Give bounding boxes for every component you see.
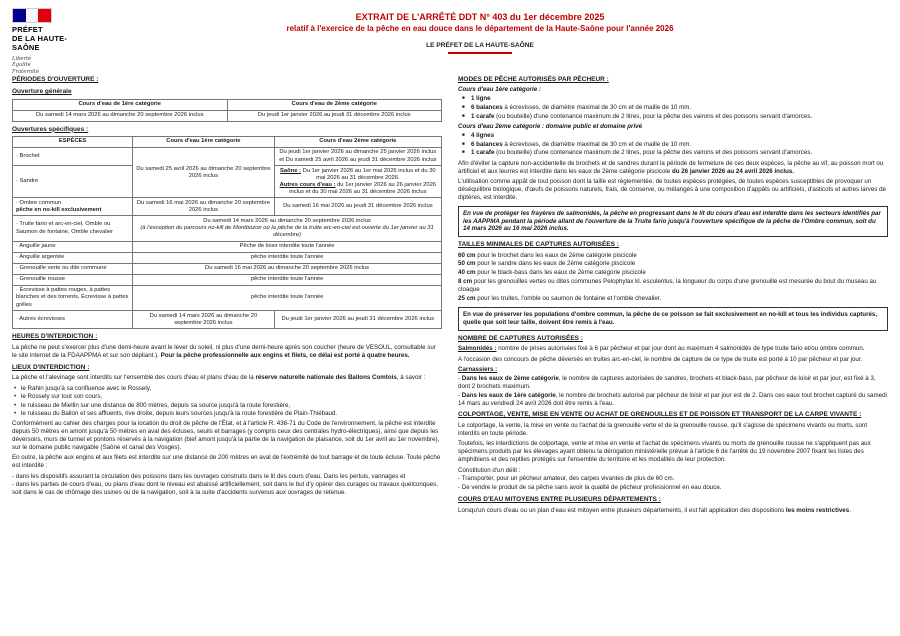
cell-both-dates: Du samedi 16 mai 2026 au dimanche 20 septembre 2026 inclus: [133, 263, 442, 274]
list-item: [462, 113, 888, 121]
lieux-intro-post: , à savoir :: [396, 374, 426, 382]
section-colportage: COLPORTAGE, VENTE, MISE EN VENTE OU ACHAT DE GRENOUILLES ET DE POISSON ET TRANSPORT DE LA CARPE VIVANTE :: [458, 411, 862, 419]
heures-bold-text: Pour la pêche professionnelle aux engins et filets, ce délai est porté à quatre heures.: [160, 351, 410, 359]
taille-text: pour les truites, l'omble ou saumon de fontaine et l'omble chevalier.: [475, 294, 662, 302]
table-row-autres-ecrevisses: [13, 311, 442, 329]
carnassiers-label: Carnassiers :: [458, 366, 498, 373]
mitoyens-paragraph: [458, 507, 888, 515]
cell-species: · Sandre: [13, 166, 133, 198]
modes-cat1-label: Cours d'eau 1ère catégorie :: [458, 86, 541, 94]
lieux-dash-item: - dans les parties de cours d'eau, ou plans d'eau dont le niveau est abaissé artificiellement, soit dans le but d'y opérer des curages ou travaux quelconques, soit dans le cas de chômage des usines ou de la navigation, soit à la suite d'accidents survenus aux ouvrages de retenue.: [12, 481, 438, 497]
colportage-paragraph-2: Toutefois, les interdictions de colportage, vente et mise en vente et l'achat de spécimens vivants ou morts de grenouille rousse ne s'appliquent pas aux spécimens produits par les élevages ayant obtenu la dérogation ministérielle prévue à l'article 6 de l'arrêté du 19 novembre 2007 fixant les listes des amphibiens et des reptiles protégés sur l'ensemble du territoire et les modalités de leur protection.: [458, 440, 871, 464]
lieux-intro-bold: réserve naturelle nationale des Ballons Comtois: [255, 374, 397, 382]
col-header-cat1: Cours d'eau 1ère catégorie: [133, 136, 275, 147]
section-tailles-minimales: TAILLES MINIMALES DE CAPTURES AUTORISÉES :: [458, 241, 619, 249]
section-lieux-interdiction: LIEUX D'INTERDICTION :: [12, 363, 90, 371]
list-item: • le ruisseau de Miellin sur une distance de 800 mètres, depuis sa source jusqu'à la route forestière,: [14, 402, 442, 410]
heures-paragraph: [12, 344, 442, 360]
mitoyens-post: .: [849, 506, 851, 514]
cell-species: [13, 198, 133, 216]
red-divider: [448, 52, 512, 54]
carnassiers-item: - Dans les eaux de 1ère catégorie, le nombre de brochets autorisé par pêcheur de loisir et par jour est de 2. Dans ces eaux tout brochet capturé du samedi 14 mars au vendredi 24 avril 2026 doit être remis à l'eau.: [458, 391, 887, 407]
table-row-grenouille-verte: [13, 263, 442, 274]
species-table: [12, 136, 442, 329]
right-column: [458, 76, 888, 517]
lieux-paragraph-conformement: Conformément au cahier des charges pour la location du droit de pêche de l'État, et à l'article R. 436-71 du Code de l'environnement, la pêche est interdite depuis 50 mètres en amont jusqu'à 50 mètres en aval des écluses, seuils et barrages (y compris ceux des centrales hydro-électriques), ainsi que depuis les déversoirs, murs de tunnel et pontons réservés à la navigation (bief amont jusqu'à la partie de la navigation de plaisance, soit du 1er avril au 1er novembre), sur le domaine public navigable (Saône et canal des Vosges).: [12, 420, 440, 451]
list-item: [462, 132, 888, 140]
prefet-subtitle: LE PRÉFET DE LA HAUTE-SAÔNE: [426, 42, 534, 49]
taille-size: 25 cm: [458, 294, 476, 302]
autres-dates: du 1er janvier 2026 au 26 janvier 2026 inclus et du 30 mai 2026 au 31 décembre 2026 inclus: [289, 181, 437, 195]
col-header-cat2: Cours d'eau de 2ème catégorie: [227, 99, 442, 110]
cell-cat1-dates: Du samedi 14 mars 2026 au dimanche 20 septembre 2026 inclus: [13, 110, 228, 121]
table-row-anguille-jaune: [13, 241, 442, 252]
paragraph-fermeture-carnassiers: [458, 160, 888, 176]
section-cours-eau-mitoyens: COURS D'EAU MITOYENS ENTRE PLUSIEURS DÉPARTEMENTS :: [458, 496, 661, 504]
motto-fraternite: Fraternité: [12, 68, 39, 75]
paragraph-appats-interdits: L'utilisation comme appât de tout poisson dont la taille est réglementée, de toutes espèces protégées, de toutes espèces susceptibles de provoquer un déséquilibre biologique, d'œufs de poissons naturels, frais, de conserve, ou mélangés à une composition d'appâts ou artificiels, d'asticots et autres larves de diptères, est interdite.: [458, 178, 886, 201]
lieux-bullet-list: [14, 385, 442, 418]
modes-cat2-label: Cours d'eau 2ème catégorie : domaine public et domaine privé: [458, 122, 643, 130]
flag-red-stripe: [38, 9, 51, 22]
taille-item: [458, 278, 888, 294]
mitoyens-text: Lorsqu'un cours d'eau ou un plan d'eau est mitoyen entre plusieurs départements, il est fait application des dispositions: [458, 506, 786, 514]
carnassiers-text: , le nombre de brochets autorisé par pêcheur de loisir et par jour est de 2. Dans ces eaux tout brochet capturé du samedi 14 mars au vendredi 24 avril 2026 doit être remis à l'eau.: [458, 391, 887, 407]
list-item: [462, 95, 888, 103]
cell-species: · Écrevisse à pattes rouges, à pattes blanches et des torrents, Écrevisse à pattes grêles: [13, 285, 133, 310]
cell-cat2-dates: [274, 166, 441, 198]
mode-bold: 1 ligne: [471, 95, 491, 103]
list-item: • le Rossely sur tout son cours,: [14, 393, 442, 401]
modes-cat1-list: [462, 95, 888, 121]
cell-species: · Anguille jaune: [13, 241, 133, 252]
frayeres-notice-box: En vue de protéger les frayères de salmonidés, la pêche en progressant dans le lit du cours d'eau est interdite dans les secteurs identifiés par les AAPPMA pendant la période allant de l'ouverture de la Truite fario jusqu'à l'ouverture spécifique de la pêche de l'Ombre commun, soit du 14 mars 2026 au 16 mai 2026 inclus.: [458, 206, 888, 238]
cell-cat2-dates: Du jeudi 1er janvier 2026 au dimanche 25 janvier 2026 inclus et Du samedi 25 avril 2026 au jeudi 31 décembre 2026 inclus: [274, 147, 441, 165]
table-header-row: [13, 99, 442, 110]
mode-text: (ou bouteille) d'une contenance maximum de 2 litres, pour la pêche des vairons et des poissons servant d'amorces.: [494, 112, 813, 120]
mode-bold: 1 carafe: [471, 149, 495, 157]
logo-line-3: SAÔNE: [12, 42, 40, 52]
subsection-ouverture-generale: Ouverture générale: [12, 88, 72, 96]
cell-species: · Autres écrevisses: [13, 311, 133, 329]
delit-item: - De vendre le produit de sa pêche sans avoir la qualité de pêcheur professionnel en eau douce.: [458, 484, 722, 492]
taille-text: pour le sandre dans les eaux de 2ème catégorie piscicole: [475, 260, 636, 268]
cell-cat1-dates: Du samedi 16 mai 2026 au dimanche 20 septembre 2026 inclus: [133, 198, 275, 216]
taille-text: pour le black-bass dans les eaux de 2ème catégorie piscicole: [475, 269, 646, 277]
section-heures-interdiction: HEURES D'INTERDICTION :: [12, 333, 98, 341]
cell-both-dates: pêche interdite toute l'année: [133, 252, 442, 263]
cell-cat2-dates: Du samedi 16 mai 2026 au jeudi 31 décembre 2026 inclus: [274, 198, 441, 216]
taille-item: [458, 295, 888, 303]
cell-cat2-dates: Du jeudi 1er janvier 2026 au jeudi 31 décembre 2026 inclus: [227, 110, 442, 121]
col-header-cat1: Cours d'eau de 1ère catégorie: [13, 99, 228, 110]
taille-item: [458, 260, 888, 268]
mode-bold: 4 lignes: [471, 131, 495, 139]
table-row-ombre: [13, 198, 442, 216]
left-column: [12, 76, 442, 517]
modes-cat2-list: [462, 132, 888, 158]
taille-size: 50 cm: [458, 260, 476, 268]
afin-bold-dates: du 26 janvier 2026 au 24 avril 2026 inclus.: [671, 167, 795, 175]
cell-species: · Truite fario et arc-en-ciel, Omble ou Saumon de fontaine, Omble chevalier: [13, 216, 133, 241]
taille-size: 8 cm: [458, 278, 473, 286]
logo-text: [12, 26, 132, 53]
cell-both-dates: pêche interdite toute l'année: [133, 285, 442, 310]
flag-blue-stripe: [13, 9, 26, 22]
taille-text: pour les grenouilles vertes ou dites communes Pelophylax kl. esculentus, la longueur du corps d'une grenouille est mesurée du bout du museau au cloaque: [458, 278, 877, 293]
cell-species: · Brochet: [13, 147, 133, 165]
table-header-row: [13, 136, 442, 147]
logo-line-2: DE LA HAUTE-: [12, 33, 68, 43]
ombre-nokill-notice-box: En vue de préserver les populations d'ombre commun, la pêche de ce poisson se fait exclusivement en no-kill et tous les individus capturés, quelle que soit leur taille, doivent être remis à l'eau.: [458, 307, 888, 331]
carnassiers-text: , le nombre de captures autorisées de sandres, brochets et black-bass, par pêcheur de loisir et par jour, est fixé à 3, dont 2 brochets maximum.: [458, 374, 876, 390]
table-row-grenouille-rousse: [13, 274, 442, 285]
subsection-ouvertures-specifiques: Ouvertures spécifiques :: [12, 125, 89, 133]
truite-note: (à l'exception du parcours no-kill de Montbozon où la pêche de la truite arc-en-ciel est ouverte du 1er janvier au 31 décembre): [140, 225, 434, 239]
autres-label: Autres cours d'eau :: [279, 181, 336, 188]
taille-size: 40 cm: [458, 269, 476, 277]
col-header-cat2: Cours d'eau 2ème catégorie: [274, 136, 441, 147]
cell-both-dates: Pêche de loisir interdite toute l'année: [133, 241, 442, 252]
document-title-line1: EXTRAIT DE L'ARRÊTÉ DDT N° 403 du 1er décembre 2025: [355, 12, 605, 22]
cell-species: · Grenouille verte ou dite commune: [13, 263, 133, 274]
truite-dates: Du samedi 14 mars 2026 au dimanche 20 septembre 2026 inclus: [203, 217, 371, 224]
cell-cat1-dates: Du samedi 25 avril 2026 au dimanche 20 septembre 2026 inclus: [133, 147, 275, 197]
afin-text: Afin d'éviter la capture non-accidentelle de brochets et de sandres durant la période de fermeture de ces deux espèces, la pêche au vif, au poisson mort ou artificiel et aux leurres est interdite dans les eaux de 2ème catégorie piscicole: [458, 159, 884, 175]
lieux-dash-item: - dans les dispositifs assurant la circulation des poissons dans les ouvrages construits dans le lit des cours d'eau. Dans les pertuis, vannages et: [12, 472, 406, 480]
document-title-line2: relatif à l'exercice de la pêche en eau douce dans le département de la Haute-Saône pour l'année 2026: [286, 24, 674, 33]
list-item: • le ruisseau du Ballon et ses affluents, rive droite, depuis leurs sources jusqu'à la route forestière de Plain-Thiébaud.: [14, 410, 442, 418]
cell-both-dates: pêche interdite toute l'année: [133, 274, 442, 285]
list-item: [462, 149, 888, 157]
carnassiers-item: - Dans les eaux de 2ème catégorie, le nombre de captures autorisées de sandres, brochets et black-bass, par pêcheur de loisir et par jour, est fixé à 3, dont 2 brochets maximum.: [458, 374, 876, 390]
cell-cat2-dates: Du jeudi 1er janvier 2026 au jeudi 31 décembre 2026 inclus: [274, 311, 441, 329]
flag-white-stripe: [26, 9, 39, 22]
list-item: [462, 104, 888, 112]
table-row: [13, 110, 442, 121]
logo-line-1: PRÉFET: [12, 25, 43, 34]
taille-size: 60 cm: [458, 251, 476, 259]
tailles-list: [458, 252, 888, 303]
prefecture-logo: [12, 8, 132, 75]
carnassiers-bold: Dans les eaux de 1ère catégorie: [461, 391, 556, 399]
list-item: • le Rahin jusqu'à sa confluence avec le Rossely,: [14, 385, 442, 393]
list-item: [462, 141, 888, 149]
carnassiers-bold: Dans les eaux de 2ème catégorie: [461, 374, 559, 382]
taille-item: [458, 252, 888, 260]
mode-bold: 1 carafe: [471, 112, 495, 120]
mode-text: (ou bouteille) d'une contenance maximum de 2 litres, pour la pêche des vairons et des poissons servant d'amorces.: [494, 149, 813, 157]
colportage-paragraph-1: Le colportage, la vente, la mise en vente ou l'achat de la grenouille verte et de la grenouille rousse, qu'il s'agisse de spécimens vivants ou morts, sont interdits en toute période.: [458, 422, 868, 437]
mode-text: à écrevisses, de diamètre maximal de 30 cm et de maille de 10 mm.: [502, 104, 692, 111]
cell-cat1-dates: Du samedi 14 mars 2026 au dimanche 20 septembre 2026 inclus: [133, 311, 275, 329]
salmonides-label: Salmonidés :: [458, 345, 497, 353]
mode-bold: 6 balances: [471, 140, 503, 148]
logo-motto: [12, 56, 132, 76]
table-row-brochet: [13, 147, 442, 165]
french-flag-icon: [12, 8, 52, 23]
concours-paragraph: A l'occasion des concours de pêche déversés en truites arc-en-ciel, le nombre de capture de ce type de truite est porté à 10 par pêcheur et par jour.: [458, 355, 863, 363]
mitoyens-bold: les moins restrictives: [785, 506, 850, 514]
delit-label: Constitution d'un délit :: [458, 466, 521, 474]
document-header: [12, 8, 888, 75]
ombre-nokill: pêche en no-kill exclusivement: [16, 206, 102, 213]
motto-egalite: Égalité: [12, 62, 31, 69]
salmonides-text: nombre de prises autorisées fixé à 6 par pêcheur et par jour dont au maximum 4 salmonidés de type truite fario et/ou ombre commun.: [496, 345, 865, 353]
lieux-paragraph-enoutre: En outre, la pêche aux engins et aux filets est interdite sur une distance de 200 mètres en aval de l'extrémité de tout barrage et de toute écluse. Toute pêche est interdite :: [12, 454, 441, 470]
section-periodes-ouverture: PÉRIODES D'OUVERTURE :: [12, 76, 99, 83]
motto-liberte: Liberté: [12, 55, 32, 62]
cell-both-dates: [133, 216, 442, 241]
table-row-truite: [13, 216, 442, 241]
mode-text: à écrevisses, de diamètre maximal de 30 cm et de maille de 10 mm.: [502, 140, 692, 148]
section-modes-peche: MODES DE PÊCHE AUTORISÉS PAR PÊCHEUR :: [458, 76, 609, 83]
heures-text: La pêche ne peut s'exercer plus d'une demi-heure avant le lever du soleil, ni plus d'une demi-heure après son coucher (heure de VESOUL, consultable sur le site internet de la FDAAPPMA et sur son dépliant.).: [12, 343, 436, 359]
taille-item: [458, 269, 888, 277]
ombre-name: · Ombre commun: [16, 199, 62, 206]
saone-dates: Du 1er janvier 2026 au 1er mai 2026 inclus et du 30 mai 2026 au 31 décembre 2026.: [300, 167, 436, 181]
lieux-intro-pre: La pêche et l'alevinage sont interdits sur l'ensemble des cours d'eau et plans d'eau de la: [12, 374, 256, 382]
saone-label: Saône :: [280, 167, 301, 174]
title-block: [12, 8, 888, 54]
mode-bold: 6 balances: [471, 104, 503, 111]
document-body: [12, 76, 888, 517]
cell-species: · Anguille argentée: [13, 252, 133, 263]
section-nombre-captures: NOMBRE DE CAPTURES AUTORISÉES :: [458, 334, 583, 342]
general-opening-table: [12, 99, 442, 122]
table-row-anguille-argentee: [13, 252, 442, 263]
delit-item: - Transporter, pour un pêcheur amateur, des carpes vivantes de plus de 60 cm.: [458, 475, 675, 483]
salmonides-paragraph: [458, 345, 888, 353]
col-header-especes: ESPÈCES: [13, 136, 133, 147]
cell-species: · Grenouille rousse: [13, 274, 133, 285]
taille-text: pour le brochet dans les eaux de 2ème catégorie piscicole: [475, 251, 637, 259]
table-row-ecrevisses-protegees: [13, 285, 442, 310]
lieux-intro-paragraph: [12, 374, 442, 382]
